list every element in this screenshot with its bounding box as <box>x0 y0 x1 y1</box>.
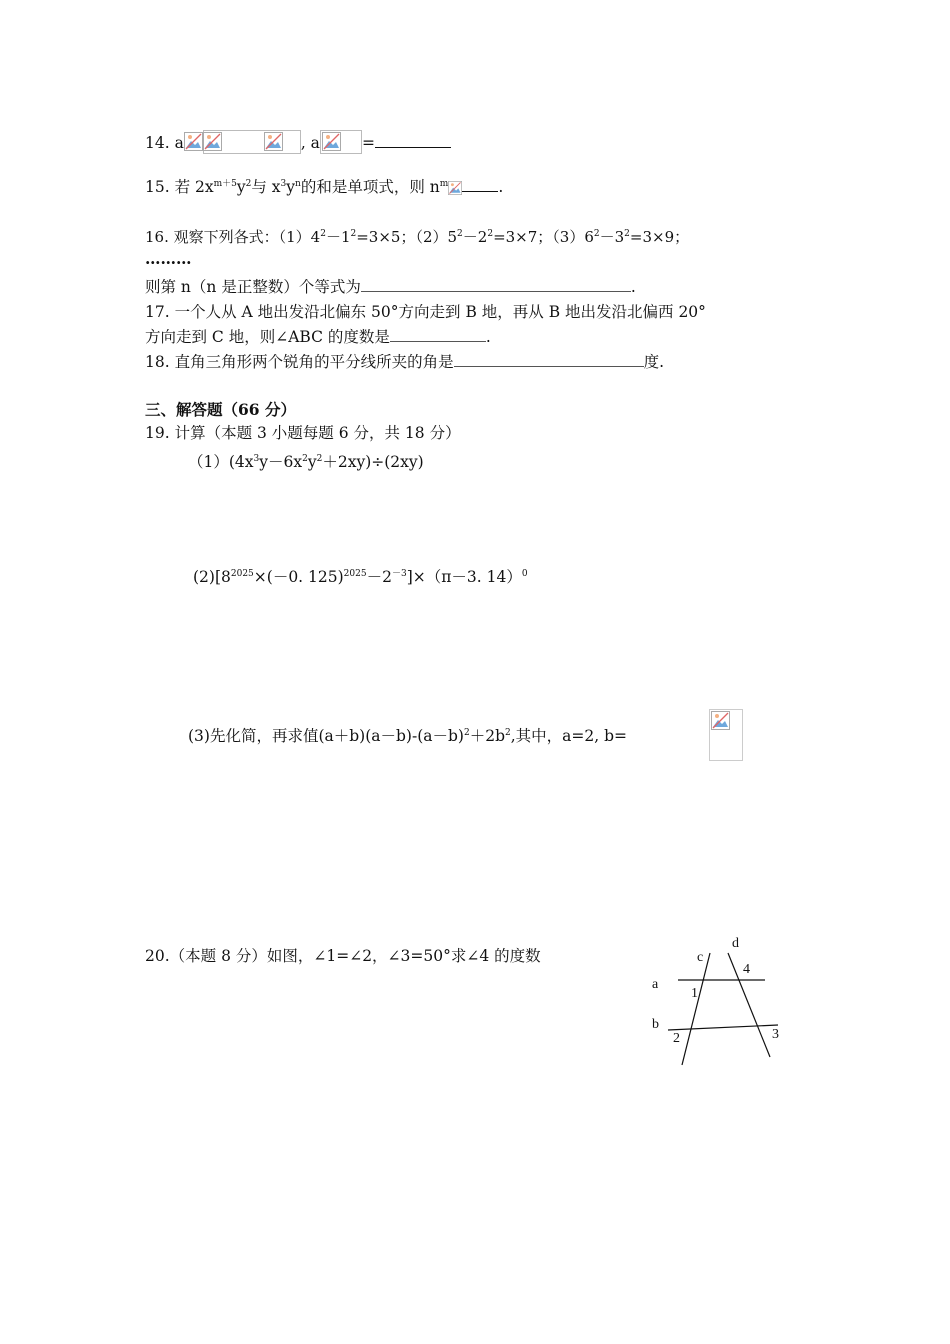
broken-image-icon <box>264 132 283 151</box>
answer-blank[interactable] <box>462 191 498 192</box>
image-frame <box>709 709 743 761</box>
question-18: 18. 直角三角形两个锐角的平分线所夹的角是 度. <box>145 353 665 371</box>
answer-blank[interactable] <box>375 147 451 148</box>
line-b <box>668 1025 778 1030</box>
image-frame <box>320 130 362 154</box>
label-a: a <box>652 977 659 992</box>
question-16-line3: 则第 n（n 是正整数）个等式为 . <box>145 278 636 296</box>
question-19-part1: $(1)(4x^3y-6x^2y^2+2xy)\div(2xy)$ <box>188 453 424 471</box>
label-4: 4 <box>743 962 750 977</box>
question-15: 15. 若 $2x^{m+5}y^2$与 $x^3y^n$的和是单项式，则 $n^m$ . <box>145 178 504 196</box>
section-title: 三、解答题（66 分） <box>145 400 296 419</box>
question-17-line2: 方向走到 C 地，则∠ABC 的度数是 . <box>145 328 491 346</box>
broken-image-icon <box>448 181 462 195</box>
question-19-part2: $(2)[8^{2025}\times(-0$. $125)^{2025}-2^{-3}]\times(\pi-3$. 14）$^0$ <box>193 568 528 586</box>
geometry-figure <box>640 925 800 1070</box>
answer-blank[interactable] <box>454 366 644 367</box>
line-c <box>682 953 710 1065</box>
label-d: d <box>732 936 739 951</box>
label-1: 1 <box>691 986 698 1001</box>
image-frame <box>203 130 301 154</box>
question-16-line1: 16. 观察下列各式：$(1)4^2-1^2=3\times 5$；$(2)5^2-2^2=3\times 7$；$(3)6^2-3^2=3\times 9$； <box>145 228 690 246</box>
answer-blank[interactable] <box>361 291 631 292</box>
question-17-line1: 17. 一个人从 A 地出发沿北偏东 50°方向走到 B 地，再从 B 地出发沿北偏西 20° <box>145 303 706 321</box>
question-14: 14. a , a = <box>145 130 451 154</box>
label-c: c <box>697 950 704 965</box>
question-20: 20.（本题 8 分）如图，∠1=∠2，∠3=50°求∠4 的度数 <box>145 947 541 965</box>
answer-blank[interactable] <box>390 341 486 342</box>
broken-image-icon <box>711 711 730 730</box>
broken-image-icon <box>322 132 341 151</box>
question-19-part3: (3)先化简，再求值$(a+b)(a-b)-(a-b)^2+2b^2$,其中，a=2, b= <box>188 727 628 745</box>
broken-image-icon <box>203 132 222 151</box>
label-b: b <box>652 1017 659 1032</box>
question-19-header: 19. 计算（本题 3 小题每题 6 分，共 18 分） <box>145 424 461 442</box>
broken-image-icon <box>184 132 203 151</box>
label-3: 3 <box>772 1027 779 1042</box>
question-16-dots: ……… <box>145 249 192 268</box>
label-2: 2 <box>673 1031 680 1046</box>
